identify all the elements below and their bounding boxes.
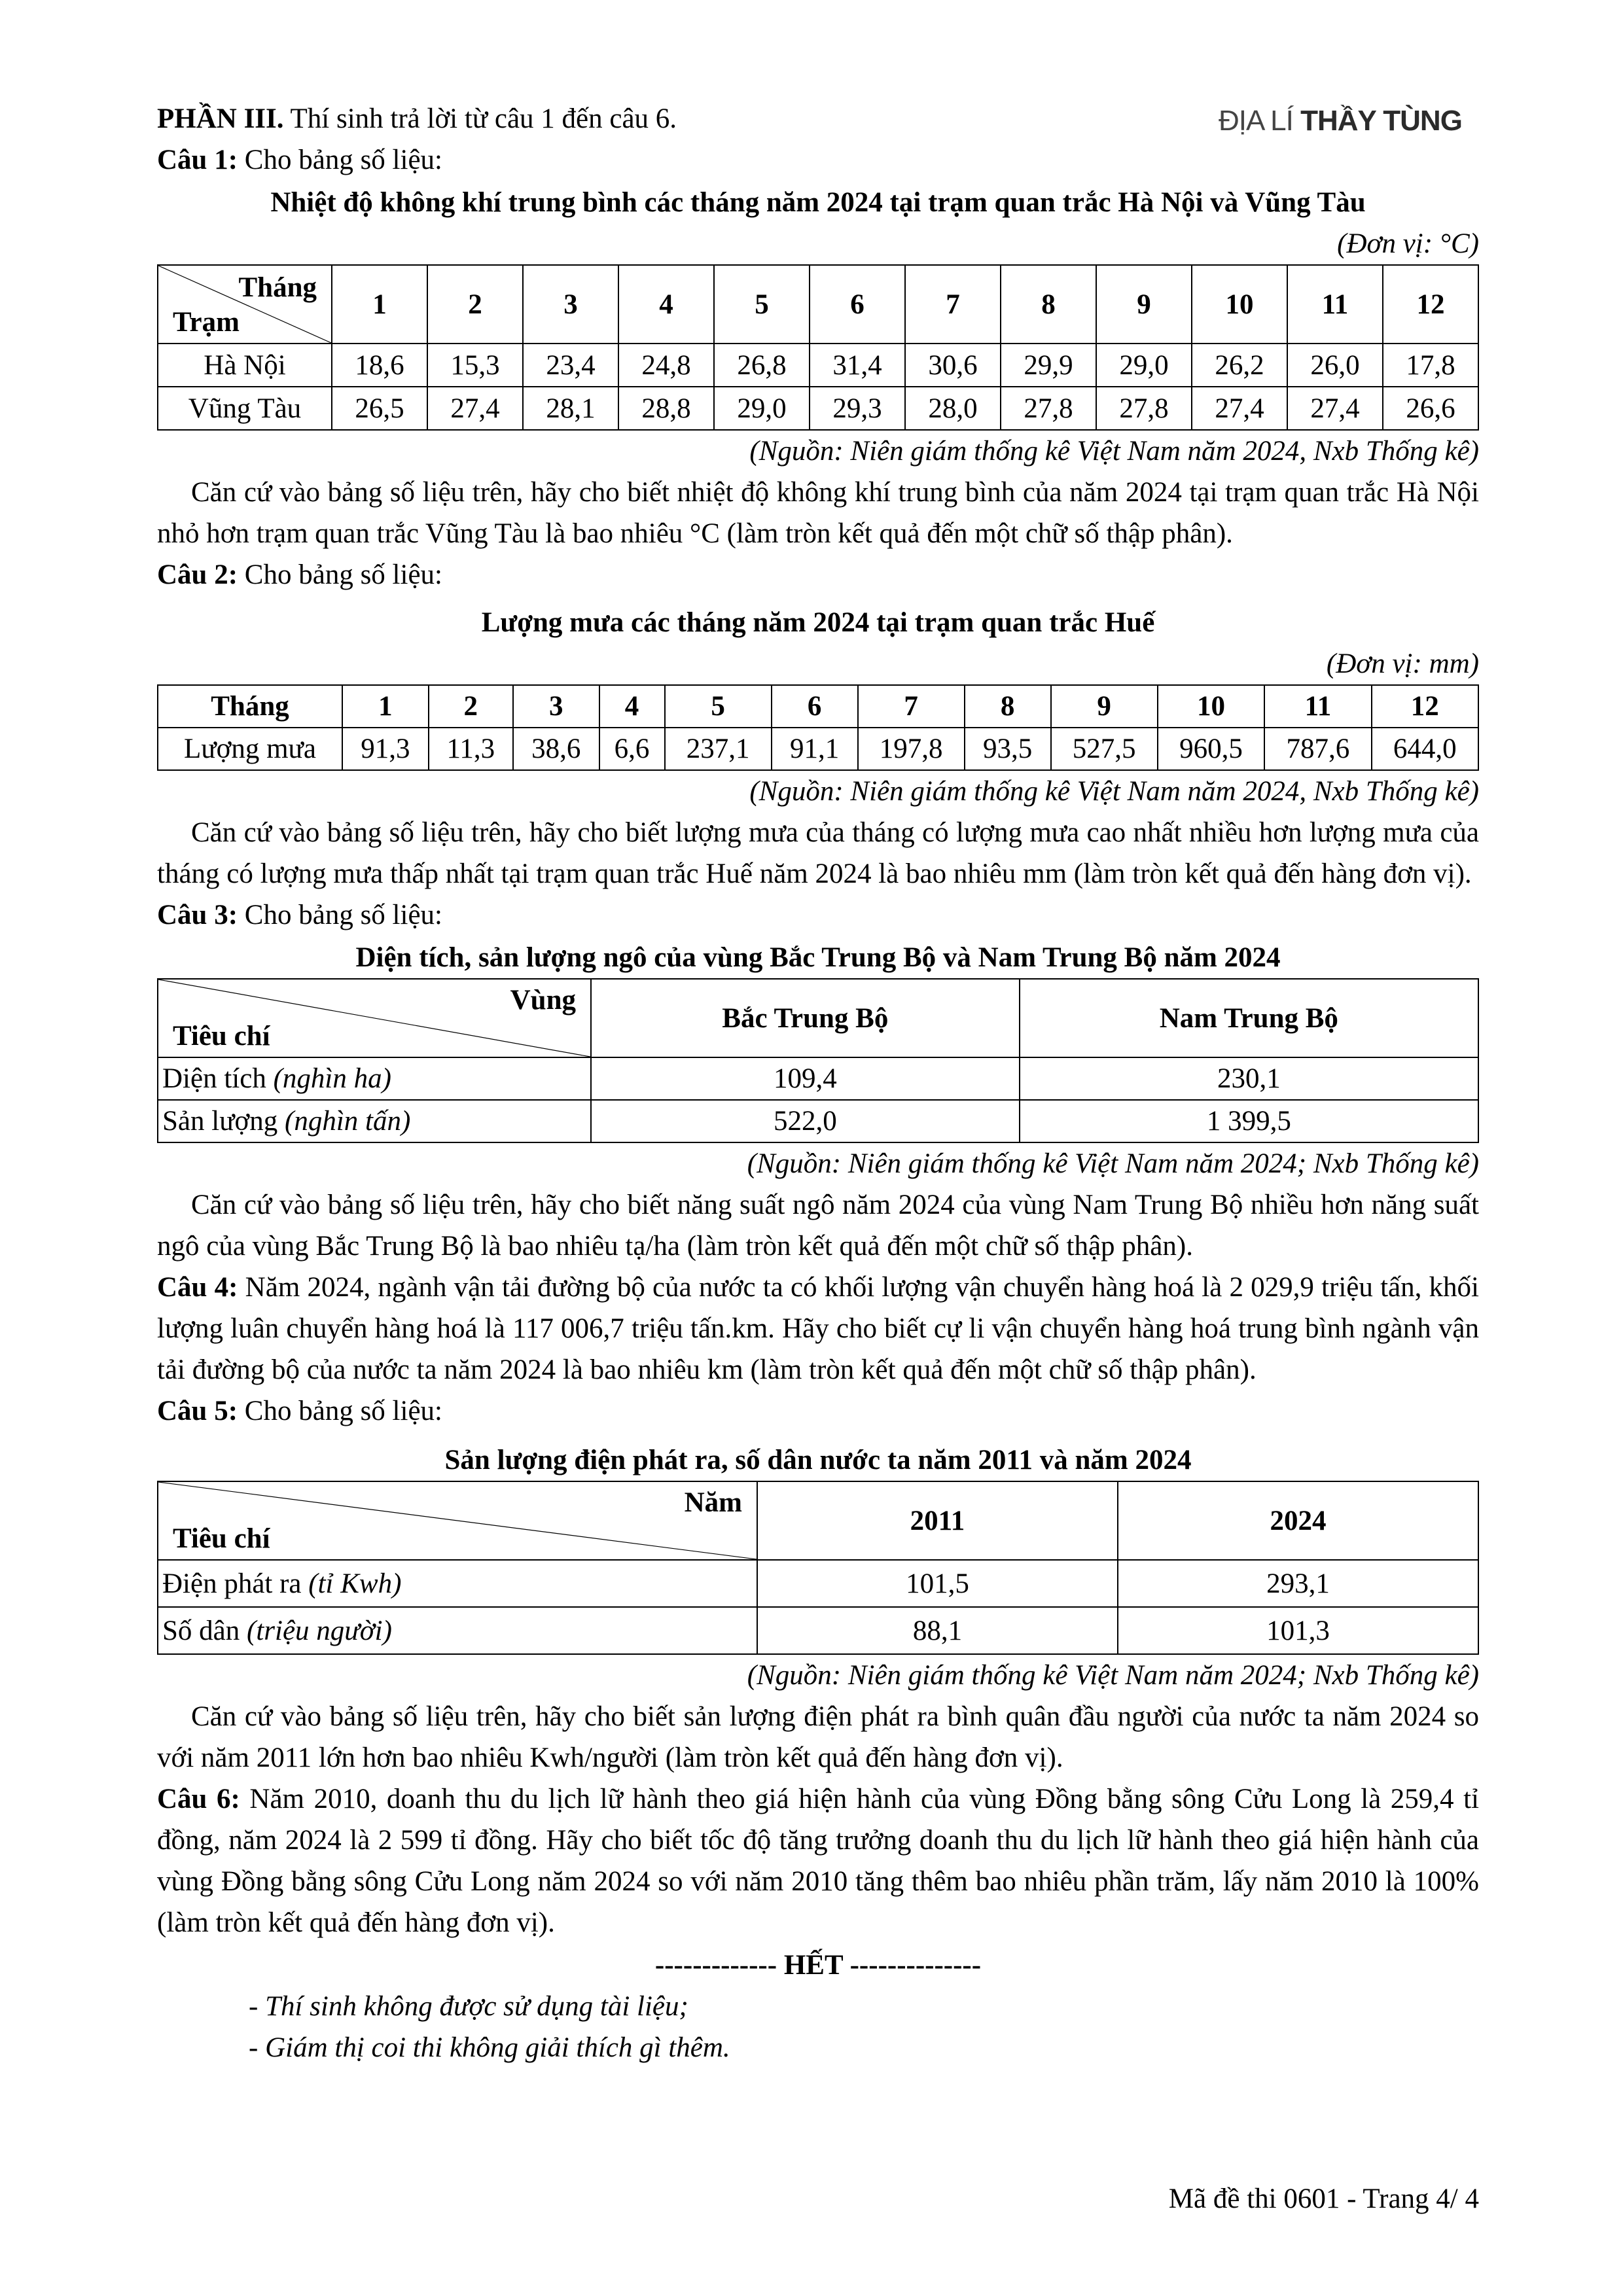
q2-month-header: 7	[858, 685, 965, 728]
q3-corner-cell	[158, 979, 591, 1057]
q1-corner-cell	[158, 265, 332, 344]
part-heading	[157, 98, 1479, 139]
q1-table-title: Nhiệt độ không khí trung bình các tháng năm 2024 tại trạm quan trắc Hà Nội và Vũng Tàu	[270, 187, 1366, 218]
table-cell: 88,1	[757, 1607, 1118, 1654]
q3-question: Căn cứ vào bảng số liệu trên, hãy cho biết năng suất ngô năm 2024 của vùng Nam Trung Bộ nhiều hơn năng suất ngô của vùng Bắc Trung Bộ là bao nhiêu tạ/ha (làm tròn kết quả đến một chữ số thập phân).	[157, 1190, 1479, 1262]
q1-month-header: 1	[332, 265, 427, 344]
q4-body: Năm 2024, ngành vận tải đường bộ của nước ta có khối lượng vận chuyển hàng hoá là 2 029,9 triệu tấn, khối lượng luân chuyển hàng hoá là 117 006,7 triệu tấn.km. Hãy cho biết cự li vận chuyển hàng hoá trung bình ngành vận tải đường bộ của nước ta năm 2024 là bao nhiêu km (làm tròn kết quả đến một chữ số thập phân).	[157, 1272, 1479, 1385]
table-cell: 93,5	[965, 728, 1051, 770]
q2-month-header: 4	[599, 685, 665, 728]
table-cell: 26,5	[332, 387, 427, 430]
q3-column-header: Bắc Trung Bộ	[591, 979, 1020, 1057]
q1-corner-bottom: Trạm	[173, 307, 240, 338]
q6-label: Câu 6:	[157, 1784, 240, 1814]
table-cell: 522,0	[591, 1100, 1020, 1142]
q3-intro	[157, 894, 1479, 936]
q2-month-header: 12	[1372, 685, 1478, 728]
q3-label: Câu 3:	[157, 900, 238, 930]
table-cell: 29,0	[714, 387, 810, 430]
q1-month-header: 3	[523, 265, 618, 344]
q1-intro-text: Cho bảng số liệu:	[238, 145, 442, 175]
q1-month-header: 6	[810, 265, 905, 344]
row-unit: (triệu người)	[247, 1615, 392, 1646]
q1-corner-top: Tháng	[238, 272, 317, 303]
q1-question: Căn cứ vào bảng số liệu trên, hãy cho biết nhiệt độ không khí trung bình của năm 2024 tại trạm quan trắc Hà Nội nhỏ hơn trạm quan trắc Vũng Tàu là bao nhiêu °C (làm tròn kết quả đến một chữ số thập phân).	[157, 477, 1479, 549]
q4-text	[157, 1267, 1479, 1390]
q2-month-header: 5	[665, 685, 772, 728]
table-cell: 26,6	[1383, 387, 1478, 430]
table-cell: 91,3	[342, 728, 429, 770]
q3-row-label	[158, 1057, 591, 1100]
table-cell: 644,0	[1372, 728, 1478, 770]
row-name: Điện phát ra	[162, 1568, 309, 1599]
q2-intro	[157, 554, 1479, 595]
table-row	[158, 1560, 1478, 1607]
table-cell: 293,1	[1118, 1560, 1478, 1607]
table-cell: 11,3	[429, 728, 513, 770]
table-cell: 24,8	[618, 344, 714, 387]
row-name: Diện tích	[162, 1063, 274, 1094]
q2-row-label: Lượng mưa	[158, 728, 342, 770]
exam-page	[157, 98, 1479, 2068]
table-cell: 6,6	[599, 728, 665, 770]
table-cell: 960,5	[1158, 728, 1264, 770]
q6-body: Năm 2010, doanh thu du lịch lữ hành theo giá hiện hành của vùng Đồng bằng sông Cửu Long là 259,4 tỉ đồng, năm 2024 là 2 599 tỉ đồng. Hãy cho biết tốc độ tăng trưởng doanh thu du lịch lữ hành theo giá hiện hành của vùng Đồng bằng sông Cửu Long năm 2024 so với năm 2010 tăng thêm bao nhiêu phần trăm, lấy năm 2010 là 100% (làm tròn kết quả đến hàng đơn vị).	[157, 1784, 1479, 1938]
q1-month-header: 11	[1287, 265, 1383, 344]
q5-question: Căn cứ vào bảng số liệu trên, hãy cho biết sản lượng điện phát ra bình quân đầu người của nước ta năm 2024 so với năm 2011 lớn hơn bao nhiêu Kwh/người (làm tròn kết quả đến hàng đơn vị).	[157, 1701, 1479, 1773]
q1-month-header: 12	[1383, 265, 1478, 344]
q5-label: Câu 5:	[157, 1396, 238, 1426]
q3-row-label	[158, 1100, 591, 1142]
table-row	[158, 1607, 1478, 1654]
q2-header-label: Tháng	[158, 685, 342, 728]
table-cell: 237,1	[665, 728, 772, 770]
q1-intro	[157, 139, 1479, 181]
q2-month-header: 8	[965, 685, 1051, 728]
row-name: Số dân	[162, 1615, 247, 1646]
row-unit: (nghìn ha)	[273, 1063, 391, 1094]
q5-corner-cell	[158, 1481, 757, 1560]
table-row	[158, 387, 1478, 430]
table-cell: 787,6	[1264, 728, 1371, 770]
q5-column-header: 2011	[757, 1481, 1118, 1560]
q5-header-row	[158, 1481, 1478, 1560]
table-cell: 28,0	[905, 387, 1001, 430]
part-text: Thí sinh trả lời từ câu 1 đến câu 6.	[283, 103, 677, 134]
q3-source: (Nguồn: Niên giám thống kê Việt Nam năm 2024; Nxb Thống kê)	[747, 1148, 1479, 1179]
table-cell: 27,4	[427, 387, 523, 430]
q5-electricity-table	[157, 1481, 1479, 1655]
table-cell: 26,0	[1287, 344, 1383, 387]
table-cell: 26,8	[714, 344, 810, 387]
table-cell: 27,4	[1192, 387, 1287, 430]
q1-month-header: 8	[1001, 265, 1096, 344]
q3-corner-top: Vùng	[510, 985, 576, 1016]
q2-month-header: 10	[1158, 685, 1264, 728]
table-cell: 1 399,5	[1020, 1100, 1478, 1142]
page-footer: Mã đề thi 0601 - Trang 4/ 4	[1168, 2183, 1479, 2214]
note-item: - Giám thị coi thi không giải thích gì thêm.	[249, 2032, 730, 2063]
q5-table-title: Sản lượng điện phát ra, số dân nước ta năm 2011 và năm 2024	[444, 1445, 1192, 1475]
q1-source: (Nguồn: Niên giám thống kê Việt Nam năm 2024, Nxb Thống kê)	[749, 436, 1479, 467]
table-cell: 101,5	[757, 1560, 1118, 1607]
q1-station-name: Vũng Tàu	[158, 387, 332, 430]
q1-unit: (Đơn vị: °C)	[1337, 228, 1479, 259]
table-row	[158, 344, 1478, 387]
q3-corn-table	[157, 978, 1479, 1143]
table-row	[158, 1100, 1478, 1142]
q1-header-row	[158, 265, 1478, 344]
table-cell: 109,4	[591, 1057, 1020, 1100]
q3-intro-text: Cho bảng số liệu:	[238, 900, 442, 930]
table-cell: 91,1	[772, 728, 858, 770]
q1-label: Câu 1:	[157, 145, 238, 175]
table-cell: 18,6	[332, 344, 427, 387]
q5-row-label	[158, 1607, 757, 1654]
end-marker: ------------- HẾT --------------	[654, 1950, 982, 1981]
q2-month-header: 11	[1264, 685, 1371, 728]
table-cell: 27,8	[1096, 387, 1192, 430]
logo-text-2: THẦY TÙNG	[1300, 105, 1462, 137]
q1-month-header: 10	[1192, 265, 1287, 344]
q1-station-name: Hà Nội	[158, 344, 332, 387]
table-row	[158, 728, 1478, 770]
q3-column-header: Nam Trung Bộ	[1020, 979, 1478, 1057]
q2-month-header: 2	[429, 685, 513, 728]
q2-source: (Nguồn: Niên giám thống kê Việt Nam năm 2024, Nxb Thống kê)	[749, 776, 1479, 807]
row-unit: (nghìn tấn)	[285, 1106, 411, 1137]
q5-intro-text: Cho bảng số liệu:	[238, 1396, 442, 1426]
table-cell: 101,3	[1118, 1607, 1478, 1654]
q2-table-title: Lượng mưa các tháng năm 2024 tại trạm quan trắc Huế	[481, 607, 1155, 638]
q5-corner-top: Năm	[684, 1487, 742, 1518]
q5-corner-bottom: Tiêu chí	[173, 1523, 270, 1554]
logo-text-1: ĐỊA LÍ	[1219, 105, 1293, 137]
q2-rainfall-table	[157, 684, 1479, 771]
q3-table-title: Diện tích, sản lượng ngô của vùng Bắc Trung Bộ và Nam Trung Bộ năm 2024	[355, 942, 1281, 973]
q1-month-header: 7	[905, 265, 1001, 344]
table-cell: 28,8	[618, 387, 714, 430]
q2-month-header: 1	[342, 685, 429, 728]
q3-header-row	[158, 979, 1478, 1057]
q2-month-header: 3	[513, 685, 599, 728]
table-cell: 23,4	[523, 344, 618, 387]
q1-month-header: 2	[427, 265, 523, 344]
table-cell: 15,3	[427, 344, 523, 387]
table-cell: 30,6	[905, 344, 1001, 387]
table-cell: 17,8	[1383, 344, 1478, 387]
q2-intro-text: Cho bảng số liệu:	[238, 559, 442, 590]
q1-month-header: 9	[1096, 265, 1192, 344]
table-cell: 527,5	[1051, 728, 1158, 770]
table-cell: 29,9	[1001, 344, 1096, 387]
q1-temperature-table	[157, 264, 1479, 431]
q3-corner-bottom: Tiêu chí	[173, 1021, 270, 1051]
part-label: PHẦN III.	[157, 103, 284, 134]
q5-intro	[157, 1390, 1479, 1432]
table-cell: 38,6	[513, 728, 599, 770]
q2-month-header: 6	[772, 685, 858, 728]
table-cell: 27,4	[1287, 387, 1383, 430]
q5-source: (Nguồn: Niên giám thống kê Việt Nam năm 2024; Nxb Thống kê)	[747, 1660, 1479, 1691]
q5-column-header: 2024	[1118, 1481, 1478, 1560]
q2-month-header: 9	[1051, 685, 1158, 728]
table-row	[158, 1057, 1478, 1100]
q4-label: Câu 4:	[157, 1272, 238, 1303]
q2-question: Căn cứ vào bảng số liệu trên, hãy cho biết lượng mưa của tháng có lượng mưa cao nhất nhiều hơn lượng mưa của tháng có lượng mưa thấp nhất tại trạm quan trắc Huế năm 2024 là bao nhiêu mm (làm tròn kết quả đến hàng đơn vị).	[157, 817, 1479, 889]
q1-month-header: 5	[714, 265, 810, 344]
row-name: Sản lượng	[162, 1106, 285, 1137]
row-unit: (tỉ Kwh)	[308, 1568, 402, 1599]
q2-unit: (Đơn vị: mm)	[1326, 648, 1479, 679]
table-cell: 29,0	[1096, 344, 1192, 387]
table-cell: 31,4	[810, 344, 905, 387]
q1-month-header: 4	[618, 265, 714, 344]
table-cell: 26,2	[1192, 344, 1287, 387]
q2-header-row	[158, 685, 1478, 728]
table-cell: 27,8	[1001, 387, 1096, 430]
q6-text	[157, 1778, 1479, 1943]
table-cell: 29,3	[810, 387, 905, 430]
q2-label: Câu 2:	[157, 559, 238, 590]
table-cell: 197,8	[858, 728, 965, 770]
table-cell: 230,1	[1020, 1057, 1478, 1100]
q5-row-label	[158, 1560, 757, 1607]
note-item: - Thí sinh không được sử dụng tài liệu;	[249, 1991, 688, 2022]
table-cell: 28,1	[523, 387, 618, 430]
